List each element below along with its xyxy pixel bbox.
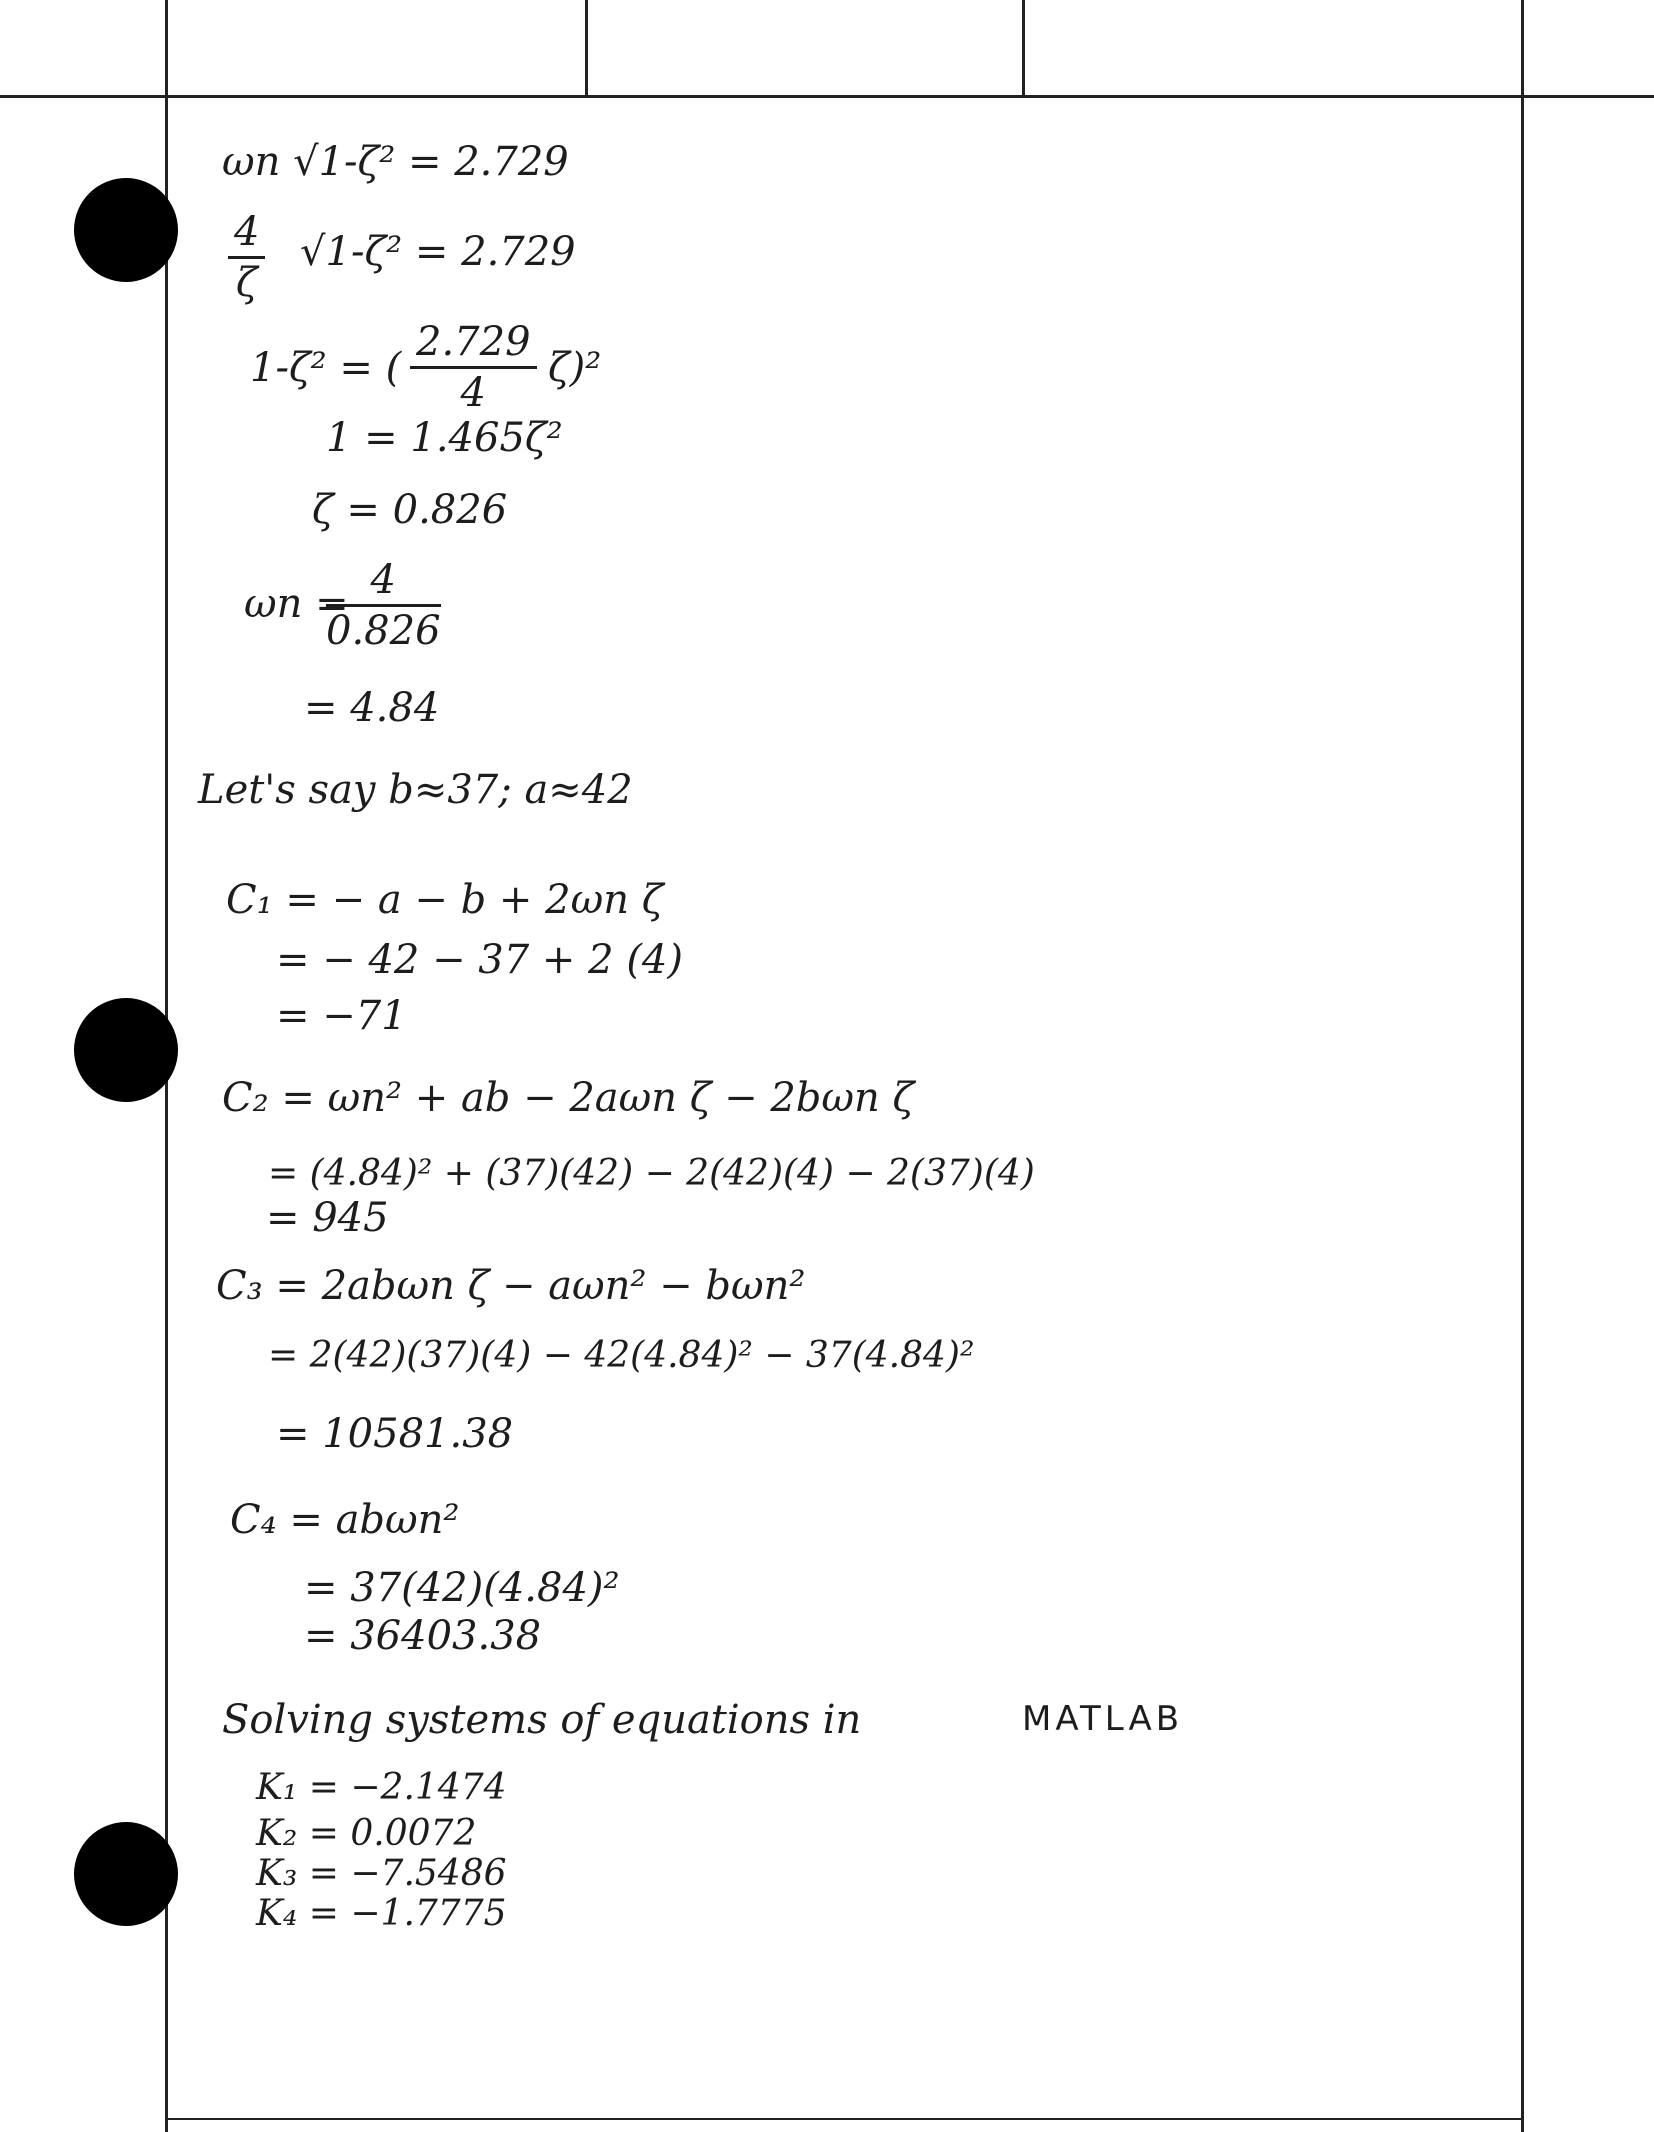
fraction-numerator: 4 bbox=[326, 560, 441, 607]
solving-note: Solving systems of equations in bbox=[222, 1697, 862, 1743]
c3-definition: C₃ = 2abωn ζ − aωn² − bωn² bbox=[216, 1263, 806, 1309]
c3-result: = 10581.38 bbox=[276, 1411, 514, 1457]
fraction-4-over-0826 bbox=[326, 557, 441, 654]
fraction-denominator: ζ bbox=[235, 260, 258, 306]
c4-result: = 36403.38 bbox=[304, 1613, 542, 1659]
fraction-numerator: 2.729 bbox=[410, 322, 537, 369]
c1-definition: C₁ = − a − b + 2ωn ζ bbox=[226, 877, 664, 923]
equation-line-2: √1-ζ² = 2.729 bbox=[300, 229, 576, 275]
binder-hole-top bbox=[74, 178, 178, 282]
c1-result: = −71 bbox=[276, 993, 407, 1039]
equation-line-3-left: 1-ζ² = ( bbox=[250, 345, 402, 391]
fraction-denominator: 4 bbox=[460, 370, 486, 416]
gain-k1: K₁ = −2.1474 bbox=[256, 1767, 507, 1808]
equation-line-6-left: ωn = bbox=[244, 581, 349, 627]
gain-k2: K₂ = 0.0072 bbox=[256, 1813, 477, 1854]
equation-line-5: ζ = 0.826 bbox=[312, 487, 508, 533]
c1-substitution: = − 42 − 37 + 2 (4) bbox=[276, 937, 683, 983]
c2-result: = 945 bbox=[266, 1195, 389, 1241]
c4-substitution: = 37(42)(4.84)² bbox=[304, 1565, 620, 1611]
fraction-4-over-zeta bbox=[228, 209, 265, 306]
header-rule bbox=[0, 95, 1654, 98]
c2-substitution: = (4.84)² + (37)(42) − 2(42)(4) − 2(37)(4) bbox=[268, 1153, 1035, 1194]
c3-substitution: = 2(42)(37)(4) − 42(4.84)² − 37(4.84)² bbox=[268, 1335, 975, 1376]
fraction-numerator: 4 bbox=[228, 212, 265, 259]
header-divider-2 bbox=[1022, 0, 1025, 96]
binder-hole-middle bbox=[74, 998, 178, 1102]
c4-definition: C₄ = abωn² bbox=[230, 1497, 460, 1543]
equation-line-7: = 4.84 bbox=[304, 685, 440, 731]
matlab-label: MATLAB bbox=[1022, 1699, 1184, 1739]
equation-line-1: ωn √1-ζ² = 2.729 bbox=[222, 139, 569, 185]
c2-definition: C₂ = ωn² + ab − 2aωn ζ − 2bωn ζ bbox=[222, 1075, 915, 1121]
header-divider-1 bbox=[585, 0, 588, 96]
binder-hole-bottom bbox=[74, 1822, 178, 1926]
fraction-denominator: 0.826 bbox=[326, 608, 441, 654]
right-margin-rule bbox=[1521, 0, 1524, 2132]
gain-k4: K₄ = −1.7775 bbox=[256, 1893, 507, 1934]
assumption-line: Let's say b≈37; a≈42 bbox=[198, 767, 633, 813]
footer-rule bbox=[165, 2118, 1521, 2120]
equation-line-4: 1 = 1.465ζ² bbox=[326, 415, 563, 461]
equation-line-3-right: ζ)² bbox=[548, 345, 602, 391]
fraction-2729-over-4 bbox=[410, 319, 537, 416]
gain-k3: K₃ = −7.5486 bbox=[256, 1853, 507, 1894]
